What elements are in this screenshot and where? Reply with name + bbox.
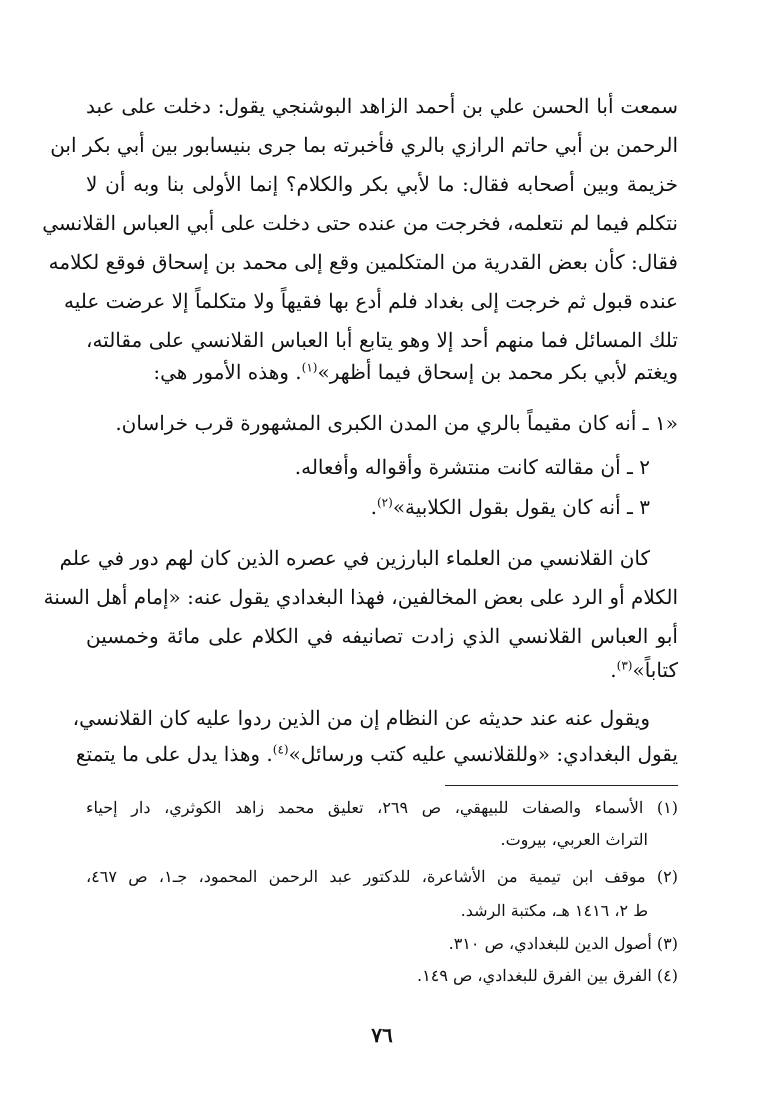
text-segment: . وهذا يدل على ما يتمتع: [75, 742, 273, 766]
text-line: فقال: كأن بعض القدرية من المتكلمين وقع إلى محمد بن إسحاق فوقع لكلامه: [48, 250, 678, 274]
text-line: ويقول عنه عند حديثه عن النظام إن من الذين ردوا عليه كان القلانسي،: [72, 706, 650, 730]
list-item: «١ ـ أنه كان مقيماً بالري من المدن الكبرى المشهورة قرب خراسان.: [115, 411, 678, 435]
text-segment: . وهذه الأمور هي:: [153, 360, 302, 384]
text-line: عنده قبول ثم خرجت إلى بغداد فلم أدع بها فقيهاً ولا متكلماً إلا عرضت عليه: [64, 289, 678, 313]
footnote-marker: (١): [301, 360, 318, 375]
footnote-line: (١) الأسماء والصفات للبيهقي، ص ٢٦٩، تعليق محمد زاهد الكوثري، دار إحياء: [86, 798, 679, 817]
text-line: [86, 356, 678, 388]
text-line: نتكلم فيما لم نتعلمه، فخرجت من عنده حتى دخلت على أبي العباس القلانسي: [42, 211, 678, 235]
list-item: [86, 491, 678, 523]
footnote-line: (٣) أصول الدين للبغدادي، ص ٣١٠.: [448, 934, 678, 953]
text-segment: ويغتم لأبي بكر محمد بن إسحاق فيما أظهر»: [317, 360, 678, 384]
text-line: خزيمة وبين أصحابه فقال: ما لأبي بكر والكلام؟ إنما الأولى بنا وبه أن لا: [86, 172, 678, 196]
text-segment: يقول البغدادي: «وللقلانسي عليه كتب ورسائل»: [288, 742, 678, 766]
footnote-separator: [445, 785, 678, 786]
text-line: سمعت أبا الحسن علي بن أحمد الزاهد البوشنجي يقول: دخلت على عبد: [86, 94, 679, 118]
footnote-marker: (٤): [272, 742, 289, 757]
text-segment: كتاباً»: [632, 658, 678, 682]
text-line: كان القلانسي من العلماء البارزين في عصره الذين كان لهم دور في علم: [59, 546, 650, 570]
text-line: تلك المسائل فما منهم أحد إلا وهو يتابع أبا العباس القلانسي على مقالته،: [86, 328, 678, 352]
page-number: ٧٦: [371, 1023, 393, 1047]
footnote-marker: (٢): [376, 495, 393, 510]
text-segment: .: [610, 658, 617, 682]
text-line: الكلام أو الرد على بعض المخالفين، فهذا البغدادي يقول عنه: «إمام أهل السنة: [43, 585, 678, 609]
footnote-marker: (٣): [616, 658, 633, 673]
footnote-line: التراث العربي، بيروت.: [500, 830, 648, 849]
footnote-line: (٤) الفرق بين الفرق للبغدادي، ص ١٤٩.: [417, 966, 678, 985]
text-segment: .: [370, 495, 377, 519]
footnote-line: (٢) موقف ابن تيمية من الأشاعرة، للدكتور عبد الرحمن المحمود، جـ١، ص ٤٦٧،: [86, 867, 679, 886]
book-page: [42, 0, 679, 1107]
text-segment: ٣ ـ أنه كان يقول بقول الكلابية»: [392, 495, 650, 519]
text-line: [86, 654, 678, 686]
list-item: ٢ ـ أن مقالته كانت منتشرة وأقواله وأفعاله.: [294, 455, 650, 479]
text-line: أبو العباس القلانسي الذي زادت تصانيفه في الكلام على مائة وخمسين: [86, 624, 678, 648]
text-line: [75, 738, 678, 770]
text-line: الرحمن بن أبي حاتم الرازي بالري فأخبرته بما جرى بنيسابور بين أبي بكر ابن: [50, 133, 678, 157]
footnote-line: ط ٢، ١٤١٦ هـ، مكتبة الرشد.: [460, 901, 648, 920]
